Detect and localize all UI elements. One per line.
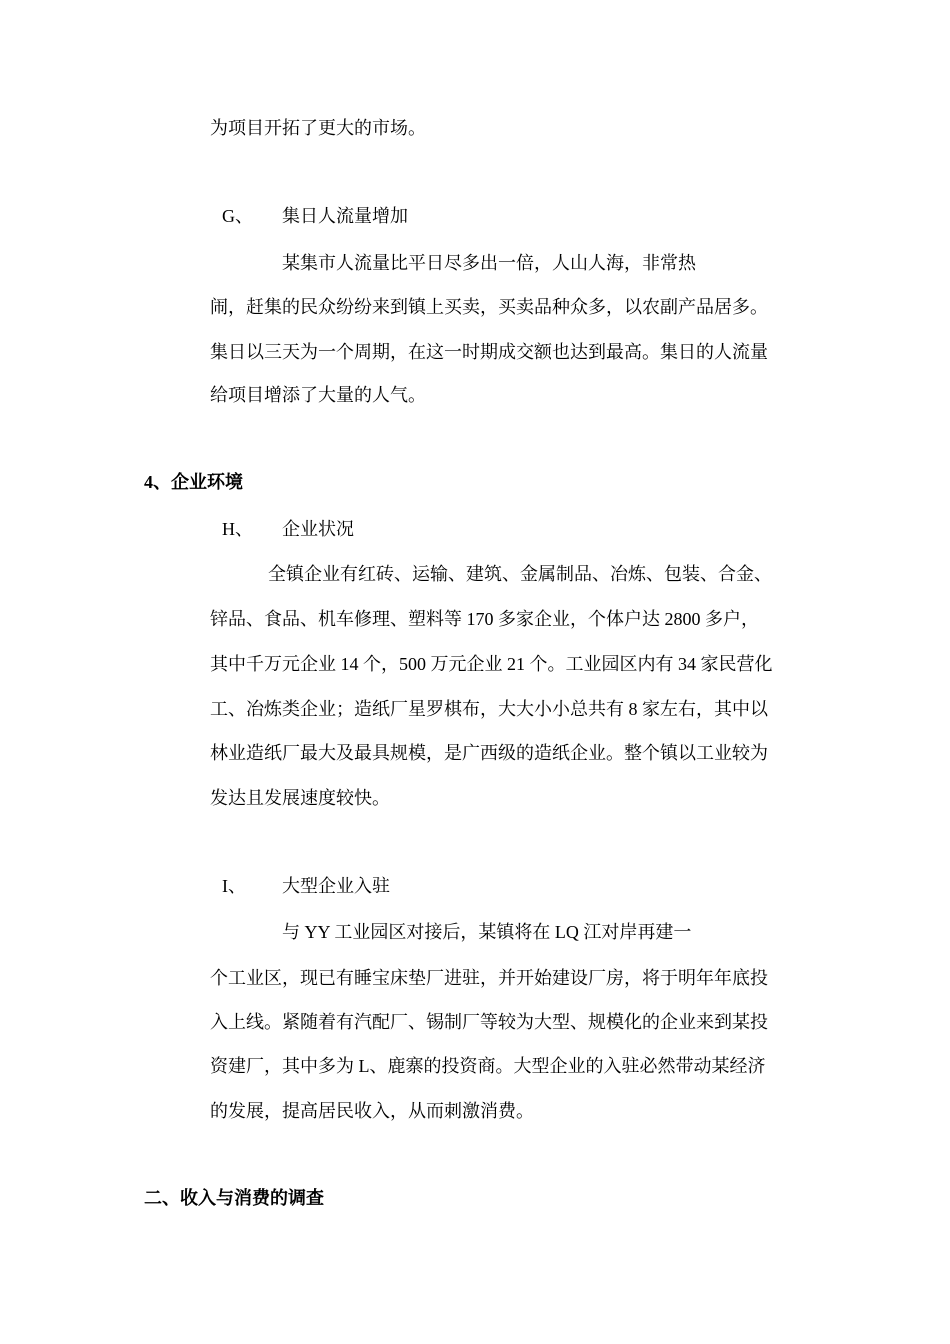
item-heading: 大型企业入驻	[282, 876, 390, 896]
paragraph-line: 锌品、食品、机车修理、塑料等 170 多家企业，个体户达 2800 多户，	[210, 609, 759, 629]
paragraph-line: 某集市人流量比平日尽多出一倍，人山人海，非常热	[282, 253, 696, 273]
section-heading: 4、企业环境	[144, 472, 243, 492]
paragraph-line: 的发展，提高居民收入，从而刺激消费。	[210, 1101, 534, 1121]
paragraph-line: 与 YY 工业园区对接后，某镇将在 LQ 江对岸再建一	[282, 922, 692, 942]
item-heading: 集日人流量增加	[282, 206, 408, 226]
paragraph-line: 全镇企业有红砖、运输、建筑、金属制品、冶炼、包装、合金、	[268, 564, 772, 584]
paragraph-line: 给项目增添了大量的人气。	[210, 385, 426, 405]
item-heading: 企业状况	[282, 519, 354, 539]
paragraph-line: 林业造纸厂最大及最具规模，是广西级的造纸企业。整个镇以工业较为	[210, 743, 768, 763]
paragraph-line: 集日以三天为一个周期，在这一时期成交额也达到最高。集日的人流量	[210, 342, 768, 362]
paragraph-line: 发达且发展速度较快。	[210, 788, 390, 808]
section-heading: 二、收入与消费的调查	[144, 1188, 324, 1208]
paragraph-line: 其中千万元企业 14 个，500 万元企业 21 个。工业园区内有 34 家民营化	[210, 654, 773, 674]
paragraph-line: 为项目开拓了更大的市场。	[210, 118, 426, 138]
item-marker: I、	[222, 876, 246, 896]
paragraph-line: 闹，赶集的民众纷纷来到镇上买卖，买卖品种众多，以农副产品居多。	[210, 297, 768, 317]
paragraph-line: 资建厂，其中多为 L、鹿寨的投资商。大型企业的入驻必然带动某经济	[210, 1056, 766, 1076]
paragraph-line: 工、冶炼类企业；造纸厂星罗棋布，大大小小总共有 8 家左右，其中以	[210, 699, 768, 719]
item-marker: H、	[222, 519, 253, 539]
item-marker: G、	[222, 206, 253, 226]
paragraph-line: 个工业区，现已有睡宝床垫厂进驻，并开始建设厂房，将于明年年底投	[210, 968, 768, 988]
paragraph-line: 入上线。紧随着有汽配厂、锡制厂等较为大型、规模化的企业来到某投	[210, 1012, 768, 1032]
